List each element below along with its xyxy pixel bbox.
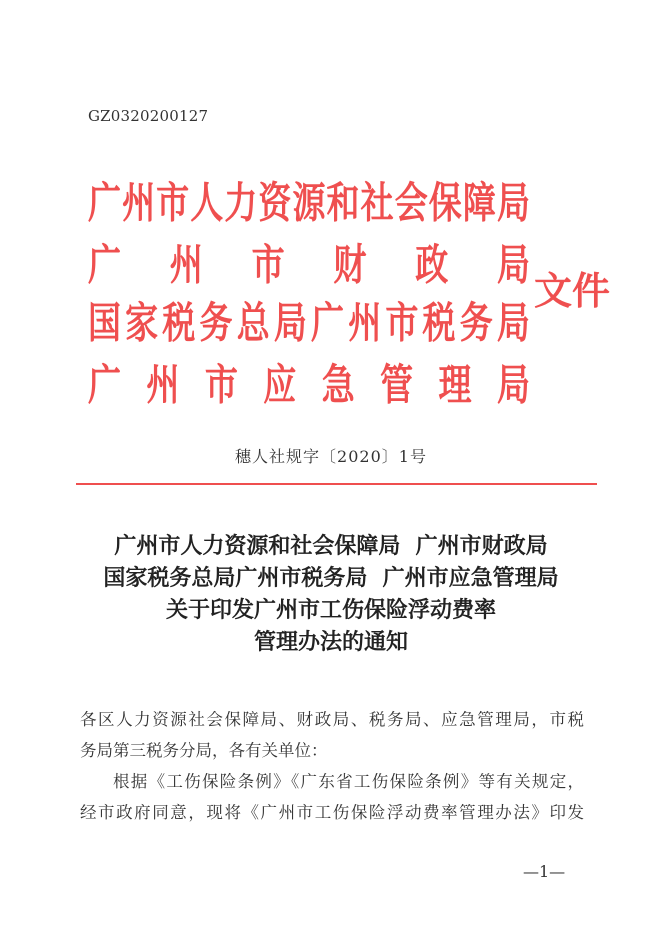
title-line: 国家税务总局广州市税务局 广州市应急管理局 (103, 565, 559, 591)
issuer-char: 应 (263, 359, 297, 411)
issuer-char: 局 (496, 359, 530, 411)
issuer-char: 人 (190, 177, 224, 229)
issuer-char: 家 (125, 297, 159, 349)
issuer-char: 财 (333, 239, 367, 291)
issuer-char: 源 (292, 177, 326, 229)
issuer-char: 总 (236, 297, 270, 349)
issuer-char: 税 (162, 297, 196, 349)
issuer-char: 广 (88, 359, 121, 411)
issuer-line-finance (88, 239, 530, 291)
body-line: 务局第三税务分局，各有关单位： (80, 741, 328, 760)
issuer-char: 管 (380, 359, 414, 411)
issuer-char: 局 (496, 177, 530, 229)
issuer-char: 和 (326, 177, 360, 229)
issuer-char: 广 (88, 177, 121, 229)
body-line: 各区人力资源社会保障局、财政局、税务局、应急管理局，市税 (80, 710, 584, 729)
body-line: 根据《工伤保险条例》《广东省工伤保险条例》等有关规定， (113, 772, 584, 791)
issuer-char: 市 (251, 239, 285, 291)
issuer-char: 州 (348, 297, 382, 349)
issuer-char: 务 (459, 297, 493, 349)
issuer-char: 会 (394, 177, 428, 229)
issuer-char: 局 (496, 239, 530, 291)
issuer-char: 局 (273, 297, 307, 349)
red-divider (76, 483, 597, 485)
issuer-char: 州 (169, 239, 203, 291)
issuer-char: 力 (224, 177, 258, 229)
issuer-line-tax (88, 297, 530, 349)
issuer-char: 国 (88, 297, 121, 349)
issuer-char: 资 (258, 177, 292, 229)
issuer-char: 州 (122, 177, 156, 229)
title-line: 广州市人力资源和社会保障局 广州市财政局 (114, 533, 548, 559)
issuer-char: 理 (438, 359, 472, 411)
page-number: —1— (523, 862, 566, 881)
issuer-char: 务 (199, 297, 233, 349)
issuer-line-emergency (88, 359, 530, 411)
issuer-char: 障 (462, 177, 496, 229)
header-suffix: 文件 (534, 268, 611, 313)
issuer-char: 政 (415, 239, 449, 291)
issuer-char: 广 (311, 297, 345, 349)
issuer-char: 社 (360, 177, 394, 229)
issuer-char: 市 (156, 177, 190, 229)
title-line: 关于印发广州市工伤保险浮动费率 (165, 597, 496, 623)
title-line: 管理办法的通知 (253, 629, 408, 655)
issuer-char: 广 (88, 239, 121, 291)
issuer-char: 市 (385, 297, 419, 349)
issuer-char: 税 (422, 297, 456, 349)
document-code: GZ0320200127 (88, 107, 209, 125)
body-line: 经市政府同意，现将《广州市工伤保险浮动费率管理办法》印发 (80, 803, 584, 822)
issuer-char: 市 (204, 359, 238, 411)
document-number: 穗人社规字〔2020〕1号 (235, 447, 427, 466)
issuer-char: 局 (496, 297, 530, 349)
issuer-line-hrss (88, 177, 530, 229)
issuer-char: 急 (321, 359, 355, 411)
issuer-char: 州 (146, 359, 180, 411)
issuer-char: 保 (428, 177, 462, 229)
